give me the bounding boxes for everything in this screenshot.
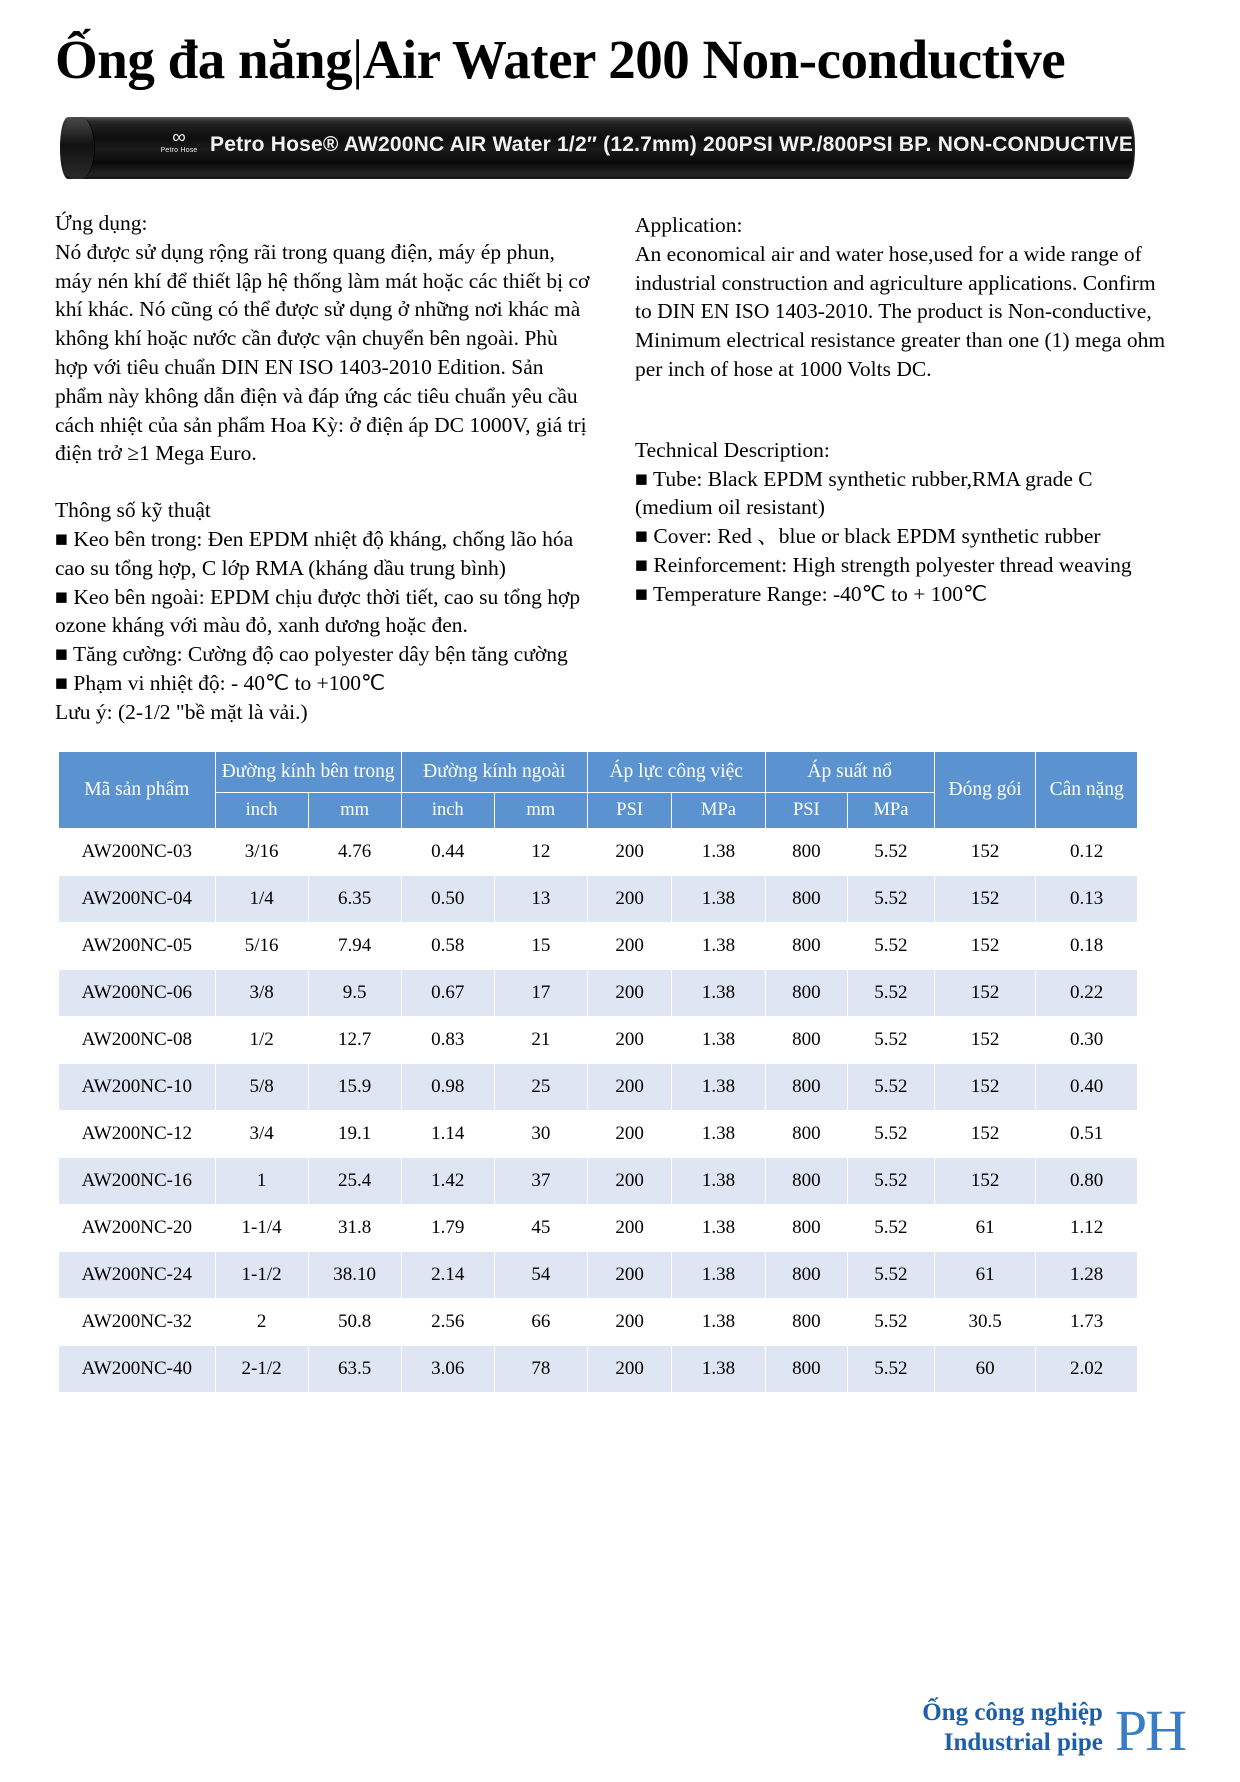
column-vietnamese bbox=[55, 209, 595, 727]
cell-bp-psi: 800 bbox=[765, 1299, 848, 1346]
table-row bbox=[59, 1299, 1138, 1346]
cell-bp-mpa: 5.52 bbox=[848, 1346, 935, 1393]
cell-wp-mpa: 1.38 bbox=[672, 1111, 765, 1158]
cell-weight: 2.02 bbox=[1036, 1346, 1138, 1393]
hose-end-cap bbox=[60, 117, 95, 179]
footer-line-vi: Ống công nghiệp bbox=[922, 1699, 1103, 1726]
vi-tech-item-1: ■ Keo bên trong: Đen EPDM nhiệt độ kháng, chống lão hóa cao su tổng hợp, C lớp RMA (kháng dầu trung bình) bbox=[55, 526, 574, 580]
hose-brand-logo bbox=[155, 129, 203, 154]
cell-product-code: AW200NC-05 bbox=[59, 923, 216, 970]
cell-wp-psi: 200 bbox=[587, 923, 672, 970]
en-tech-item-2: ■ Cover: Red 、blue or black EPDM synthetic rubber bbox=[635, 524, 1101, 549]
cell-weight: 1.73 bbox=[1036, 1299, 1138, 1346]
cell-bp-mpa: 5.52 bbox=[848, 1158, 935, 1205]
subheader-id-inch: inch bbox=[215, 792, 308, 828]
cell-od-inch: 2.56 bbox=[401, 1299, 494, 1346]
column-english bbox=[635, 209, 1175, 727]
cell-bp-psi: 800 bbox=[765, 923, 848, 970]
en-tech-item-4: ■ Temperature Range: -40℃ to + 100℃ bbox=[635, 581, 988, 606]
table-row bbox=[59, 1346, 1138, 1393]
cell-od-mm: 30 bbox=[494, 1111, 587, 1158]
vi-application-heading: Ứng dụng: bbox=[55, 211, 148, 235]
cell-od-mm: 54 bbox=[494, 1252, 587, 1299]
cell-bp-psi: 800 bbox=[765, 970, 848, 1017]
header-inner-diameter: Đường kính bên trong bbox=[215, 751, 401, 792]
vi-tech-item-3: ■ Tăng cường: Cường độ cao polyester dây bện tăng cường bbox=[55, 642, 568, 667]
cell-od-mm: 13 bbox=[494, 876, 587, 923]
cell-od-mm: 78 bbox=[494, 1346, 587, 1393]
vi-note: Lưu ý: (2-1/2 "bề mặt là vải.) bbox=[55, 699, 308, 724]
spec-table-body bbox=[59, 829, 1138, 1393]
cell-weight: 0.18 bbox=[1036, 923, 1138, 970]
table-row bbox=[59, 1252, 1138, 1299]
cell-od-mm: 12 bbox=[494, 829, 587, 876]
cell-wp-mpa: 1.38 bbox=[672, 829, 765, 876]
page-title bbox=[55, 28, 1185, 91]
page-title-vi: Ống đa năng bbox=[55, 29, 353, 90]
cell-product-code: AW200NC-08 bbox=[59, 1017, 216, 1064]
cell-id-mm: 31.8 bbox=[308, 1205, 401, 1252]
cell-bp-psi: 800 bbox=[765, 1111, 848, 1158]
table-row bbox=[59, 1017, 1138, 1064]
hose-logo-caption: Petro Hose bbox=[160, 147, 198, 154]
subheader-wp-mpa: MPa bbox=[672, 792, 765, 828]
subheader-wp-psi: PSI bbox=[587, 792, 672, 828]
cell-id-inch: 1-1/4 bbox=[215, 1205, 308, 1252]
table-row bbox=[59, 1158, 1138, 1205]
subheader-bp-mpa: MPa bbox=[848, 792, 935, 828]
vi-tech-item-2: ■ Keo bên ngoài: EPDM chịu được thời tiết, cao su tổng hợp ozone kháng với màu đỏ, xanh dương hoặc đen. bbox=[55, 584, 581, 638]
cell-packaging: 30.5 bbox=[934, 1299, 1036, 1346]
cell-od-inch: 1.14 bbox=[401, 1111, 494, 1158]
cell-bp-psi: 800 bbox=[765, 1064, 848, 1111]
cell-wp-mpa: 1.38 bbox=[672, 923, 765, 970]
cell-bp-mpa: 5.52 bbox=[848, 1205, 935, 1252]
cell-od-inch: 0.83 bbox=[401, 1017, 494, 1064]
header-group-row bbox=[59, 751, 1138, 792]
cell-od-inch: 2.14 bbox=[401, 1252, 494, 1299]
cell-od-mm: 45 bbox=[494, 1205, 587, 1252]
cell-id-mm: 12.7 bbox=[308, 1017, 401, 1064]
cell-id-inch: 3/16 bbox=[215, 829, 308, 876]
subheader-od-mm: mm bbox=[494, 792, 587, 828]
cell-id-mm: 19.1 bbox=[308, 1111, 401, 1158]
cell-od-mm: 15 bbox=[494, 923, 587, 970]
spec-table-head bbox=[59, 751, 1138, 829]
header-product-code: Mã sản phẩm bbox=[59, 751, 216, 829]
en-tech-item-3: ■ Reinforcement: High strength polyester thread weaving bbox=[635, 552, 1132, 577]
cell-product-code: AW200NC-20 bbox=[59, 1205, 216, 1252]
cell-product-code: AW200NC-06 bbox=[59, 970, 216, 1017]
cell-wp-psi: 200 bbox=[587, 1158, 672, 1205]
cell-wp-mpa: 1.38 bbox=[672, 1252, 765, 1299]
cell-bp-psi: 800 bbox=[765, 876, 848, 923]
cell-wp-psi: 200 bbox=[587, 970, 672, 1017]
header-weight: Cân nặng bbox=[1036, 751, 1138, 829]
cell-od-mm: 37 bbox=[494, 1158, 587, 1205]
cell-wp-psi: 200 bbox=[587, 829, 672, 876]
table-row bbox=[59, 923, 1138, 970]
cell-product-code: AW200NC-03 bbox=[59, 829, 216, 876]
en-tech-item-1: ■ Tube: Black EPDM synthetic rubber,RMA grade C (medium oil resistant) bbox=[635, 466, 1093, 520]
header-packaging: Đóng gói bbox=[934, 751, 1036, 829]
cell-wp-psi: 200 bbox=[587, 1064, 672, 1111]
cell-od-inch: 1.79 bbox=[401, 1205, 494, 1252]
cell-bp-mpa: 5.52 bbox=[848, 1111, 935, 1158]
vi-application-text: Nó được sử dụng rộng rãi trong quang điện, máy ép phun, máy nén khí để thiết lập hệ thống làm mát hoặc các thiết bị cơ khí khác. Nó cũng có thể được sử dụng ở những nơi khác mà không khí hoặc nước cần được vận chuyển bên ngoài. Phù hợp với tiêu chuẩn DIN EN ISO 1403-2010 Edition. Sản phẩm này không dẫn điện và đáp ứng các tiêu chuẩn yêu cầu cách nhiệt của sản phẩm Hoa Kỳ: ở điện áp DC 1000V, giá trị điện trở ≥1 Mega Euro. bbox=[55, 239, 590, 466]
cell-wp-mpa: 1.38 bbox=[672, 1205, 765, 1252]
cell-wp-psi: 200 bbox=[587, 1017, 672, 1064]
cell-od-mm: 66 bbox=[494, 1299, 587, 1346]
cell-od-inch: 0.98 bbox=[401, 1064, 494, 1111]
cell-product-code: AW200NC-16 bbox=[59, 1158, 216, 1205]
cell-packaging: 152 bbox=[934, 923, 1036, 970]
cell-packaging: 152 bbox=[934, 1111, 1036, 1158]
cell-id-inch: 1/4 bbox=[215, 876, 308, 923]
cell-id-mm: 6.35 bbox=[308, 876, 401, 923]
cell-wp-mpa: 1.38 bbox=[672, 1346, 765, 1393]
cell-weight: 0.12 bbox=[1036, 829, 1138, 876]
cell-bp-psi: 800 bbox=[765, 1346, 848, 1393]
cell-product-code: AW200NC-32 bbox=[59, 1299, 216, 1346]
cell-packaging: 152 bbox=[934, 1158, 1036, 1205]
cell-bp-psi: 800 bbox=[765, 1252, 848, 1299]
cell-wp-psi: 200 bbox=[587, 876, 672, 923]
cell-wp-mpa: 1.38 bbox=[672, 1017, 765, 1064]
cell-id-mm: 7.94 bbox=[308, 923, 401, 970]
cell-wp-psi: 200 bbox=[587, 1346, 672, 1393]
en-tech-heading: Technical Description: bbox=[635, 437, 830, 462]
cell-bp-psi: 800 bbox=[765, 829, 848, 876]
cell-id-mm: 25.4 bbox=[308, 1158, 401, 1205]
cell-wp-mpa: 1.38 bbox=[672, 876, 765, 923]
subheader-id-mm: mm bbox=[308, 792, 401, 828]
spec-table bbox=[58, 751, 1138, 1394]
cell-packaging: 152 bbox=[934, 970, 1036, 1017]
vi-tech-item-4: ■ Phạm vi nhiệt độ: - 40℃ to +100℃ bbox=[55, 670, 386, 695]
cell-id-inch: 5/8 bbox=[215, 1064, 308, 1111]
cell-id-mm: 9.5 bbox=[308, 970, 401, 1017]
cell-wp-mpa: 1.38 bbox=[672, 970, 765, 1017]
cell-id-inch: 2-1/2 bbox=[215, 1346, 308, 1393]
cell-id-inch: 1-1/2 bbox=[215, 1252, 308, 1299]
cell-weight: 0.13 bbox=[1036, 876, 1138, 923]
header-working-pressure: Áp lực công việc bbox=[587, 751, 765, 792]
document-page bbox=[0, 28, 1240, 1782]
cell-weight: 0.22 bbox=[1036, 970, 1138, 1017]
page-title-en: Air Water 200 Non-conductive bbox=[362, 29, 1066, 90]
vi-tech-heading: Thông số kỹ thuật bbox=[55, 498, 211, 523]
cell-id-mm: 15.9 bbox=[308, 1064, 401, 1111]
cell-id-inch: 1 bbox=[215, 1158, 308, 1205]
cell-product-code: AW200NC-04 bbox=[59, 876, 216, 923]
subheader-bp-psi: PSI bbox=[765, 792, 848, 828]
cell-od-inch: 0.50 bbox=[401, 876, 494, 923]
cell-bp-mpa: 5.52 bbox=[848, 1017, 935, 1064]
cell-id-mm: 38.10 bbox=[308, 1252, 401, 1299]
table-row bbox=[59, 970, 1138, 1017]
cell-packaging: 152 bbox=[934, 829, 1036, 876]
cell-id-inch: 2 bbox=[215, 1299, 308, 1346]
table-row bbox=[59, 876, 1138, 923]
cell-od-mm: 17 bbox=[494, 970, 587, 1017]
description-columns bbox=[55, 209, 1185, 727]
cell-packaging: 60 bbox=[934, 1346, 1036, 1393]
cell-od-inch: 0.44 bbox=[401, 829, 494, 876]
en-application-heading: Application: bbox=[635, 213, 743, 237]
cell-wp-mpa: 1.38 bbox=[672, 1158, 765, 1205]
cell-bp-psi: 800 bbox=[765, 1158, 848, 1205]
cell-od-inch: 3.06 bbox=[401, 1346, 494, 1393]
hose-body bbox=[60, 117, 1135, 179]
cell-bp-mpa: 5.52 bbox=[848, 923, 935, 970]
cell-packaging: 152 bbox=[934, 876, 1036, 923]
cell-id-mm: 50.8 bbox=[308, 1299, 401, 1346]
cell-id-mm: 4.76 bbox=[308, 829, 401, 876]
cell-od-inch: 0.58 bbox=[401, 923, 494, 970]
cell-wp-mpa: 1.38 bbox=[672, 1064, 765, 1111]
cell-bp-mpa: 5.52 bbox=[848, 1064, 935, 1111]
cell-weight: 0.40 bbox=[1036, 1064, 1138, 1111]
cell-id-inch: 5/16 bbox=[215, 923, 308, 970]
cell-packaging: 61 bbox=[934, 1252, 1036, 1299]
cell-weight: 1.12 bbox=[1036, 1205, 1138, 1252]
subheader-od-inch: inch bbox=[401, 792, 494, 828]
cell-id-inch: 3/8 bbox=[215, 970, 308, 1017]
cell-id-inch: 1/2 bbox=[215, 1017, 308, 1064]
cell-product-code: AW200NC-40 bbox=[59, 1346, 216, 1393]
spec-table-wrapper bbox=[55, 751, 1185, 1394]
cell-id-inch: 3/4 bbox=[215, 1111, 308, 1158]
page-title-separator: | bbox=[352, 29, 363, 90]
cell-wp-psi: 200 bbox=[587, 1299, 672, 1346]
cell-bp-psi: 800 bbox=[765, 1205, 848, 1252]
infinity-icon: ∞ bbox=[172, 127, 186, 148]
cell-bp-mpa: 5.52 bbox=[848, 970, 935, 1017]
cell-weight: 0.51 bbox=[1036, 1111, 1138, 1158]
cell-packaging: 61 bbox=[934, 1205, 1036, 1252]
cell-od-inch: 1.42 bbox=[401, 1158, 494, 1205]
table-row bbox=[59, 1111, 1138, 1158]
hose-print-text: Petro Hose® AW200NC AIR Water 1/2″ (12.7mm) 200PSI WP./800PSI BP. NON-CONDUCTIVE bbox=[210, 133, 1134, 156]
cell-product-code: AW200NC-12 bbox=[59, 1111, 216, 1158]
cell-bp-mpa: 5.52 bbox=[848, 876, 935, 923]
header-burst-pressure: Áp suất nổ bbox=[765, 751, 934, 792]
cell-od-inch: 0.67 bbox=[401, 970, 494, 1017]
table-row bbox=[59, 829, 1138, 876]
table-row bbox=[59, 1205, 1138, 1252]
table-row bbox=[59, 1064, 1138, 1111]
cell-wp-psi: 200 bbox=[587, 1205, 672, 1252]
cell-wp-mpa: 1.38 bbox=[672, 1299, 765, 1346]
cell-wp-psi: 200 bbox=[587, 1111, 672, 1158]
cell-bp-mpa: 5.52 bbox=[848, 1252, 935, 1299]
footer-branding bbox=[922, 1697, 1185, 1763]
en-application-text: An economical air and water hose,used for a wide range of industrial construction and agriculture applications. Confirm to DIN EN ISO 1403-2010. The product is Non-conductive, Minimum electrical resistance greater than one (1) mega ohm per inch of hose at 1000 Volts DC. bbox=[635, 241, 1166, 381]
cell-weight: 1.28 bbox=[1036, 1252, 1138, 1299]
cell-wp-psi: 200 bbox=[587, 1252, 672, 1299]
footer-text bbox=[922, 1698, 1103, 1758]
ph-logo: PH bbox=[1114, 1697, 1185, 1763]
cell-weight: 0.30 bbox=[1036, 1017, 1138, 1064]
cell-product-code: AW200NC-24 bbox=[59, 1252, 216, 1299]
cell-product-code: AW200NC-10 bbox=[59, 1064, 216, 1111]
cell-od-mm: 21 bbox=[494, 1017, 587, 1064]
cell-bp-mpa: 5.52 bbox=[848, 829, 935, 876]
cell-bp-psi: 800 bbox=[765, 1017, 848, 1064]
cell-bp-mpa: 5.52 bbox=[848, 1299, 935, 1346]
footer-line-en: Industrial pipe bbox=[943, 1729, 1103, 1756]
cell-weight: 0.80 bbox=[1036, 1158, 1138, 1205]
header-outer-diameter: Đường kính ngoài bbox=[401, 751, 587, 792]
hose-product-image bbox=[60, 117, 1135, 179]
cell-packaging: 152 bbox=[934, 1064, 1036, 1111]
cell-packaging: 152 bbox=[934, 1017, 1036, 1064]
cell-od-mm: 25 bbox=[494, 1064, 587, 1111]
cell-id-mm: 63.5 bbox=[308, 1346, 401, 1393]
